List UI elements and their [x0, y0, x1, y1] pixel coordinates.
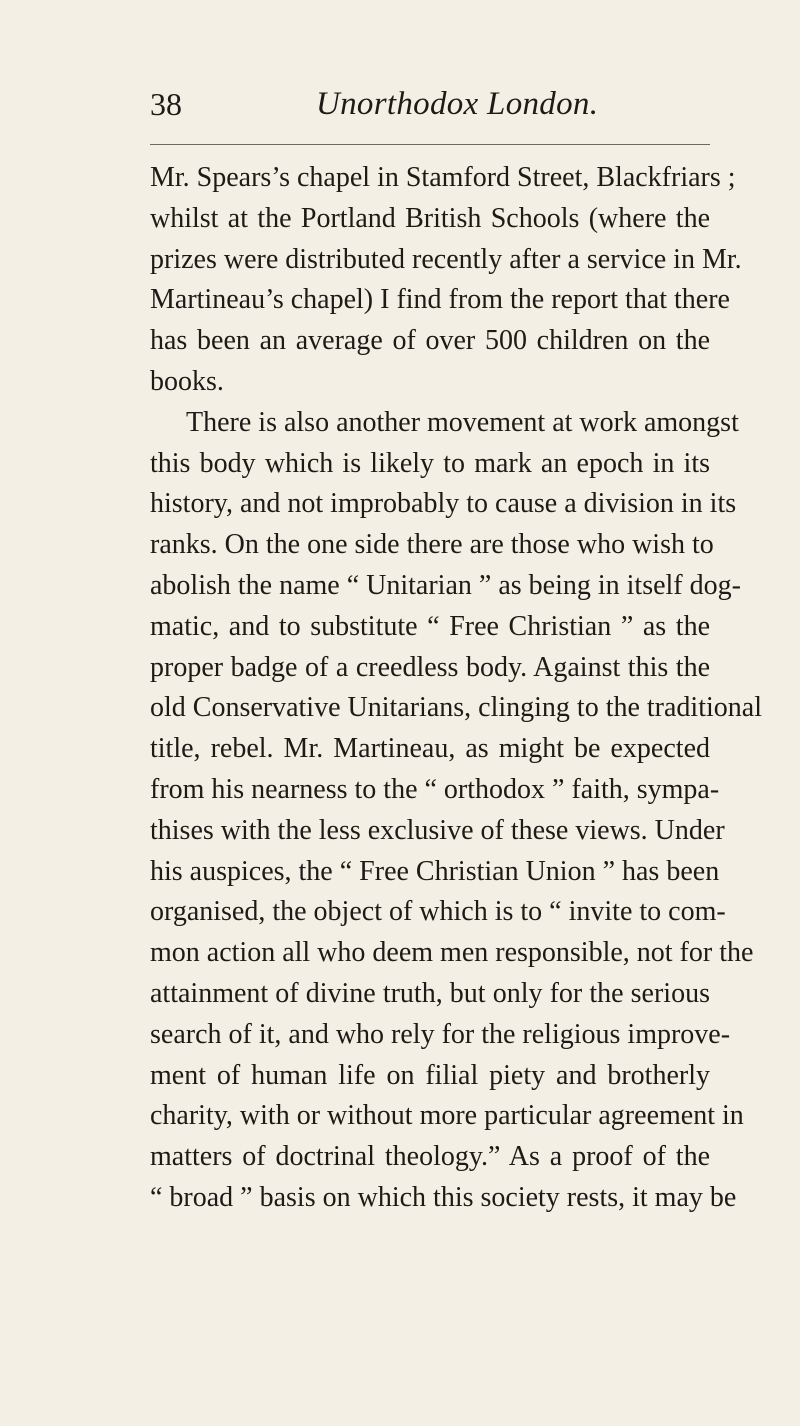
text-line: history, and not improbably to cause a division in its — [150, 488, 737, 520]
text-line: has been an average of over 500 children on the — [150, 325, 710, 357]
text-line: matters of doctrinal theology.” As a proof of the — [150, 1141, 710, 1173]
text-line: books. — [150, 365, 224, 397]
text-line: abolish the name “ Unitarian ” as being in itself dog- — [150, 569, 741, 601]
running-title: Unorthodox London. — [316, 86, 599, 122]
text-line: Martineau’s chapel) I find from the report that there — [150, 284, 730, 316]
text-line: prizes were distributed recently after a service in Mr. — [150, 243, 742, 275]
paragraph-1 — [150, 158, 742, 403]
text-line: thises with the less exclusive of these views. Under — [150, 814, 725, 846]
text-line: “ broad ” basis on which this society rests, it may be — [150, 1181, 737, 1213]
text-line: ranks. On the one side there are those who wish to — [150, 529, 714, 561]
text-line: There is also another movement at work amongst — [186, 406, 739, 438]
running-head — [150, 74, 710, 134]
text-line: from his nearness to the “ orthodox ” faith, sympa- — [150, 773, 720, 805]
text-line: his auspices, the “ Free Christian Union ” has been — [150, 855, 720, 887]
text-line: Mr. Spears’s chapel in Stamford Street, Blackfriars ; — [150, 162, 736, 193]
body-text — [150, 158, 762, 1219]
text-line: charity, with or without more particular agreement in — [150, 1100, 744, 1132]
text-line: attainment of divine truth, but only for the serious — [150, 977, 710, 1009]
text-line: matic, and to substitute “ Free Christian ” as the — [150, 610, 710, 642]
paragraph-2 — [150, 403, 762, 1219]
text-line: this body which is likely to mark an epoch in its — [150, 447, 710, 479]
text-line: organised, the object of which is to “ invite to com- — [150, 896, 726, 928]
page-number: 38 — [150, 86, 182, 122]
text-line: whilst at the Portland British Schools (where the — [150, 202, 710, 234]
text-line: title, rebel. Mr. Martineau, as might be expected — [150, 733, 710, 765]
text-line: search of it, and who rely for the religious improve- — [150, 1018, 731, 1050]
text-line: mon action all who deem men responsible, not for the — [150, 937, 754, 969]
text-line: proper badge of a creedless body. Against this the — [150, 651, 710, 683]
text-line: ment of human life on filial piety and brotherly — [150, 1059, 710, 1091]
text-line: old Conservative Unitarians, clinging to the traditional — [150, 692, 762, 724]
header-rule — [150, 144, 710, 145]
